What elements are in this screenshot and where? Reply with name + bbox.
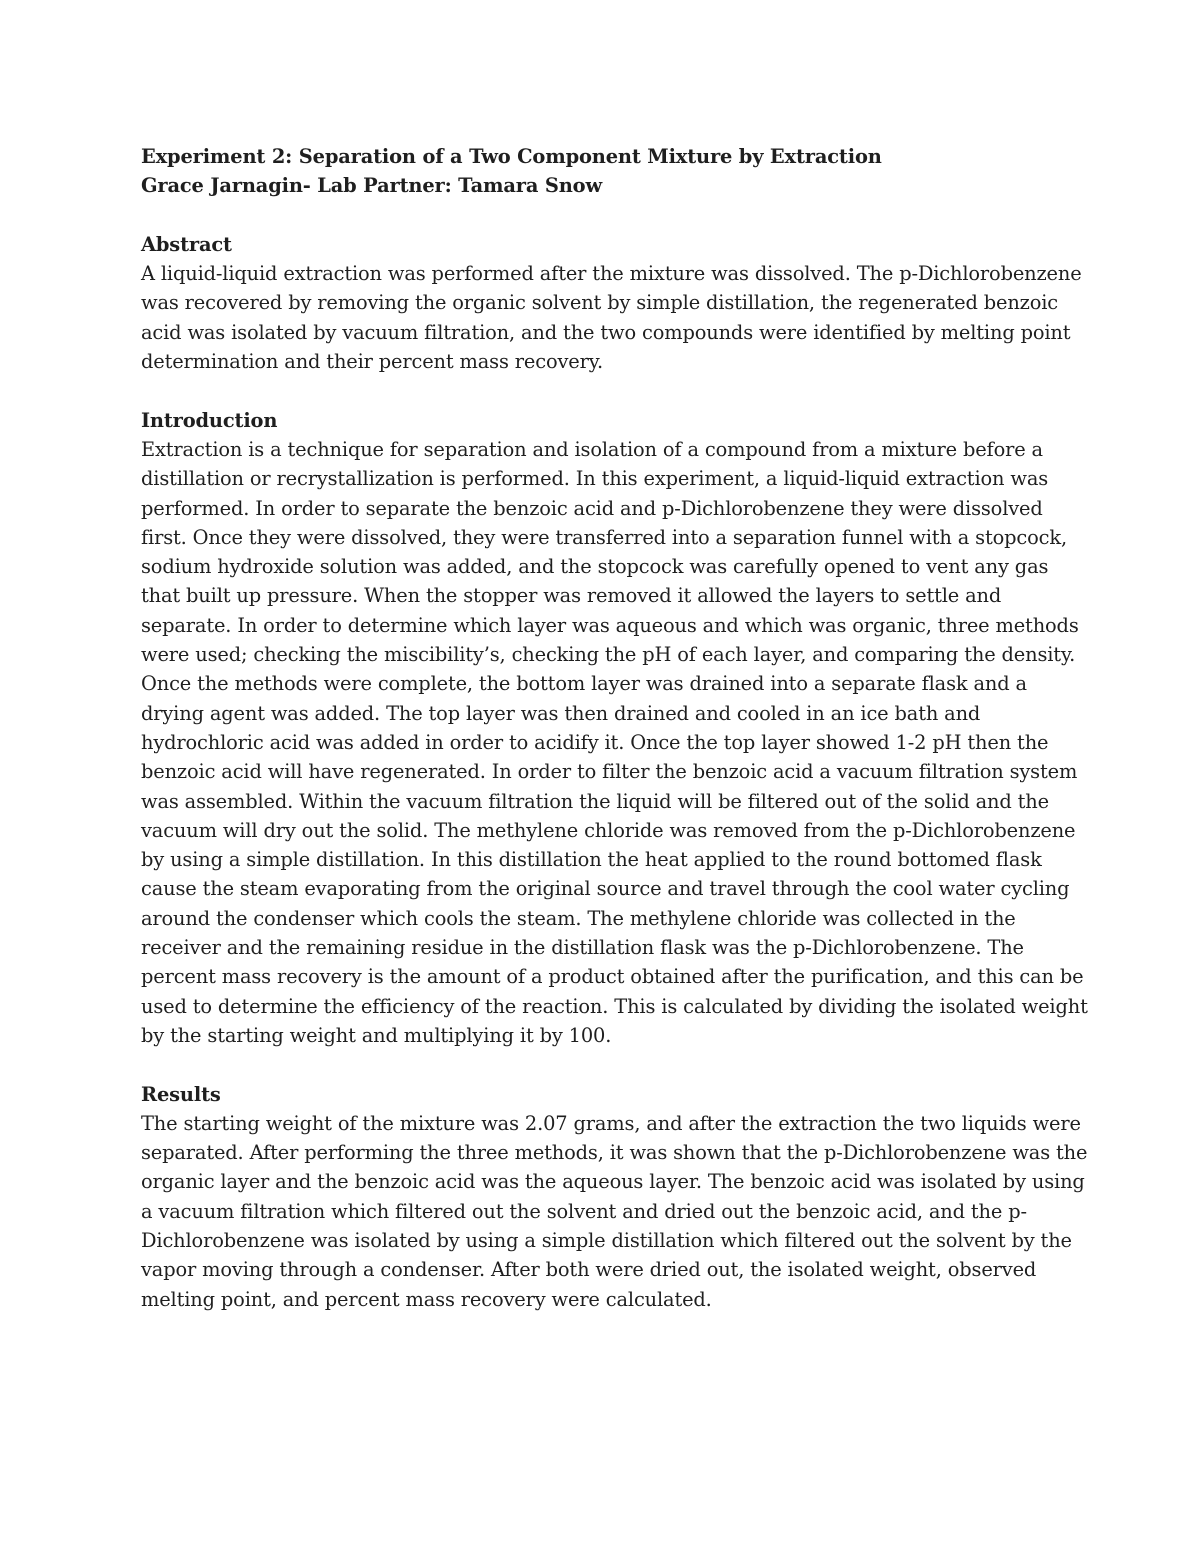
abstract-body: A liquid-liquid extraction was performed after the mixture was dissolved. The p-Dichlorobenzene was recovered by removing the organic solvent by simple distillation, the regenerated benzoic acid was isolated by vacuum filtration, and the two compounds were identified by melting point determination and their percent mass recovery. bbox=[141, 262, 1082, 374]
results-section bbox=[141, 1080, 1089, 1314]
spacer bbox=[141, 201, 1089, 230]
author-line: Grace Jarnagin- Lab Partner: Tamara Snow bbox=[141, 174, 603, 198]
document-title: Experiment 2: Separation of a Two Component Mixture by Extraction bbox=[141, 145, 882, 168]
introduction-section bbox=[141, 406, 1089, 1051]
abstract-heading: Abstract bbox=[141, 232, 232, 256]
document-body bbox=[141, 142, 1089, 1314]
introduction-heading: Introduction bbox=[141, 408, 278, 432]
spacer bbox=[141, 376, 1089, 405]
spacer bbox=[141, 1050, 1089, 1079]
results-body: The starting weight of the mixture was 2.07 grams, and after the extraction the two liquids were separated. After performing the three methods, it was shown that the p-Dichlorobenzene was the organic layer and the benzoic acid was the aqueous layer. The benzoic acid was isolated by using a vacuum filtration which filtered out the solvent and dried out the benzoic acid, and the p-Dichlorobenzene was isolated by using a simple distillation which filtered out the solvent by the vapor moving through a condenser. After both were dried out, the isolated weight, observed melting point, and percent mass recovery were calculated. bbox=[141, 1111, 1088, 1311]
abstract-section bbox=[141, 230, 1089, 376]
introduction-body: Extraction is a technique for separation and isolation of a compound from a mixture before a distillation or recrystallization is performed. In this experiment, a liquid-liquid extraction was performed. In order to separate the benzoic acid and p-Dichlorobenzene they were dissolved first. Once they were dissolved, they were transferred into a separation funnel with a stopcock, sodium hydroxide solution was added, and the stopcock was carefully opened to vent any gas that built up pressure. When the stopper was removed it allowed the layers to settle and separate. In order to determine which layer was aqueous and which was organic, three methods were used; checking the miscibility’s, checking the pH of each layer, and comparing the density. Once the methods were complete, the bottom layer was drained into a separate flask and a drying agent was added. The top layer was then drained and cooled in an ice bath and hydrochloric acid was added in order to acidify it. Once the top layer showed 1-2 pH then the benzoic acid will have regenerated. In order to filter the benzoic acid a vacuum filtration system was assembled. Within the vacuum filtration the liquid will be filtered out of the solid and the vacuum will dry out the solid. The methylene chloride was removed from the p-Dichlorobenzene by using a simple distillation. In this distillation the heat applied to the round bottomed flask cause the steam evaporating from the original source and travel through the cool water cycling around the condenser which cools the steam. The methylene chloride was collected in the receiver and the remaining residue in the distillation flask was the p-Dichlorobenzene. The percent mass recovery is the amount of a product obtained after the purification, and this can be used to determine the efficiency of the reaction. This is calculated by dividing the isolated weight by the starting weight and multiplying it by 100. bbox=[141, 437, 1088, 1047]
results-heading: Results bbox=[141, 1082, 221, 1106]
